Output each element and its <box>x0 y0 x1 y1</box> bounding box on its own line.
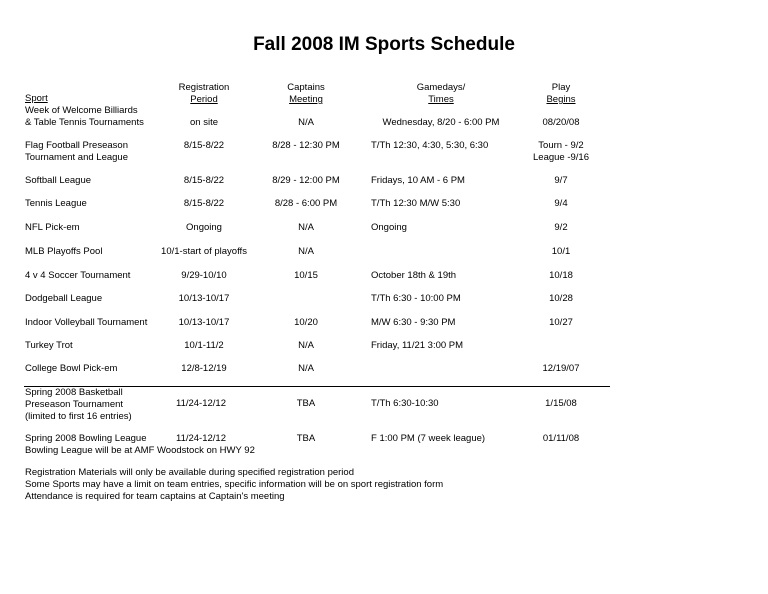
table-row-registration: 9/29-10/10 <box>181 270 227 281</box>
table-row-captains: N/A <box>298 340 314 351</box>
table-row-gamedays: T/Th 6:30-10:30 <box>371 398 439 409</box>
header-sport <box>25 93 48 105</box>
play-line: Tourn - 9/2 <box>538 140 584 151</box>
table-row-registration: 12/8-12/19 <box>181 363 227 374</box>
table-row-play: 9/4 <box>554 198 568 209</box>
sport-name-line: Bowling League will be at AMF Woodstock on HWY 92 <box>25 445 255 456</box>
table-row-captains: N/A <box>298 117 314 128</box>
table-row-gamedays: October 18th & 19th <box>371 270 457 281</box>
header-captains-bottom: Meeting <box>289 94 323 105</box>
table-row-play: 08/20/08 <box>542 117 580 128</box>
sport-name-line: Spring 2008 Bowling League <box>25 433 147 444</box>
table-row-gamedays: Wednesday, 8/20 - 6:00 PM <box>382 117 500 128</box>
table-row-captains: TBA <box>296 433 316 444</box>
table-row-registration: 10/1-start of playoffs <box>161 246 247 257</box>
table-row-captains: TBA <box>296 398 316 409</box>
table-row-sport: NFL Pick-em <box>25 222 80 233</box>
header-play-bottom: Begins <box>546 94 576 105</box>
table-row-registration: 10/13-10/17 <box>178 317 230 328</box>
sport-name-line: Spring 2008 Basketball <box>25 387 123 398</box>
header-gamedays-top: Gamedays/ <box>416 82 466 93</box>
sport-name-line: (limited to first 16 entries) <box>25 411 132 422</box>
table-row-registration: 8/15-8/22 <box>183 140 225 151</box>
table-row-play <box>521 140 601 164</box>
table-row-captains: N/A <box>298 222 314 233</box>
table-row-gamedays: T/Th 12:30, 4:30, 5:30, 6:30 <box>371 140 489 151</box>
table-row-sport: Softball League <box>25 175 92 186</box>
table-row-registration: 10/13-10/17 <box>178 293 230 304</box>
sport-name-line: & Table Tennis Tournaments <box>25 117 144 128</box>
header-captains-top: Captains <box>287 82 325 93</box>
note-line: Attendance is required for team captains at Captain's meeting <box>25 491 285 502</box>
table-row-sport <box>25 140 128 164</box>
table-row-play: 1/15/08 <box>545 398 577 409</box>
note-line: Some Sports may have a limit on team entries, specific information will be on sport registration form <box>25 479 444 490</box>
table-row-play: 10/18 <box>549 270 573 281</box>
table-row-gamedays: T/Th 6:30 - 10:00 PM <box>371 293 461 304</box>
header-sport-label: Sport <box>25 93 48 104</box>
table-row-sport: MLB Playoffs Pool <box>25 246 103 257</box>
table-row-registration: 11/24-12/12 <box>175 398 226 409</box>
table-row-captains: 8/29 - 12:00 PM <box>272 175 340 186</box>
table-row-registration: on site <box>190 117 218 128</box>
table-row-play: 9/2 <box>554 222 568 233</box>
table-row-captains: N/A <box>298 246 314 257</box>
header-registration-bottom: Period <box>190 94 218 105</box>
table-row-registration: 8/15-8/22 <box>183 198 225 209</box>
sport-name-line: Preseason Tournament <box>25 399 124 410</box>
table-row-gamedays: Friday, 11/21 3:00 PM <box>371 340 464 351</box>
header-play-top: Play <box>551 82 571 93</box>
table-row-play: 01/11/08 <box>542 433 580 444</box>
table-row-sport: Turkey Trot <box>25 340 73 351</box>
table-row-gamedays: F 1:00 PM (7 week league) <box>371 433 486 444</box>
header-gamedays-bottom: Times <box>428 94 454 105</box>
table-row-captains: 8/28 - 12:30 PM <box>272 140 340 151</box>
header-registration <box>154 82 254 106</box>
table-row-captains: N/A <box>298 363 314 374</box>
table-row-captains: 10/15 <box>294 270 318 281</box>
table-row-sport: Tennis League <box>25 198 87 209</box>
table-row-captains: 10/20 <box>294 317 318 328</box>
table-row-sport <box>25 105 144 129</box>
header-captains <box>256 82 356 106</box>
table-row-play: 12/19/07 <box>542 363 580 374</box>
page-title: Fall 2008 IM Sports Schedule <box>253 34 515 55</box>
table-row-sport: Indoor Volleyball Tournament <box>25 317 148 328</box>
sport-name-line: Tournament and League <box>25 152 128 163</box>
table-row-play: 10/27 <box>549 317 573 328</box>
sport-name-line: Flag Football Preseason <box>25 140 128 151</box>
header-play <box>521 82 601 106</box>
header-gamedays <box>391 82 491 106</box>
table-row-gamedays: Fridays, 10 AM - 6 PM <box>371 175 465 186</box>
table-row-gamedays: M/W 6:30 - 9:30 PM <box>371 317 456 328</box>
table-row-captains: 8/28 - 6:00 PM <box>274 198 338 209</box>
table-row-gamedays: T/Th 12:30 M/W 5:30 <box>371 198 461 209</box>
sport-name-line: Week of Welcome Billiards <box>25 105 138 116</box>
table-row-gamedays: Ongoing <box>371 222 407 233</box>
table-row-sport: Dodgeball League <box>25 293 103 304</box>
table-row-registration: 10/1-11/2 <box>184 340 224 351</box>
table-row-sport: 4 v 4 Soccer Tournament <box>25 270 131 281</box>
note-line: Registration Materials will only be available during specified registration period <box>25 467 354 478</box>
table-row-registration: Ongoing <box>186 222 222 233</box>
table-row-play: 10/1 <box>551 246 571 257</box>
table-row-sport: College Bowl Pick-em <box>25 363 118 374</box>
table-row-play: 9/7 <box>554 175 568 186</box>
table-row-registration: 11/24-12/12 <box>175 433 226 444</box>
play-line: League -9/16 <box>533 152 589 163</box>
table-row-sport <box>25 387 132 423</box>
header-registration-top: Registration <box>178 82 230 93</box>
table-row-play: 10/28 <box>549 293 573 304</box>
table-row-registration: 8/15-8/22 <box>183 175 225 186</box>
